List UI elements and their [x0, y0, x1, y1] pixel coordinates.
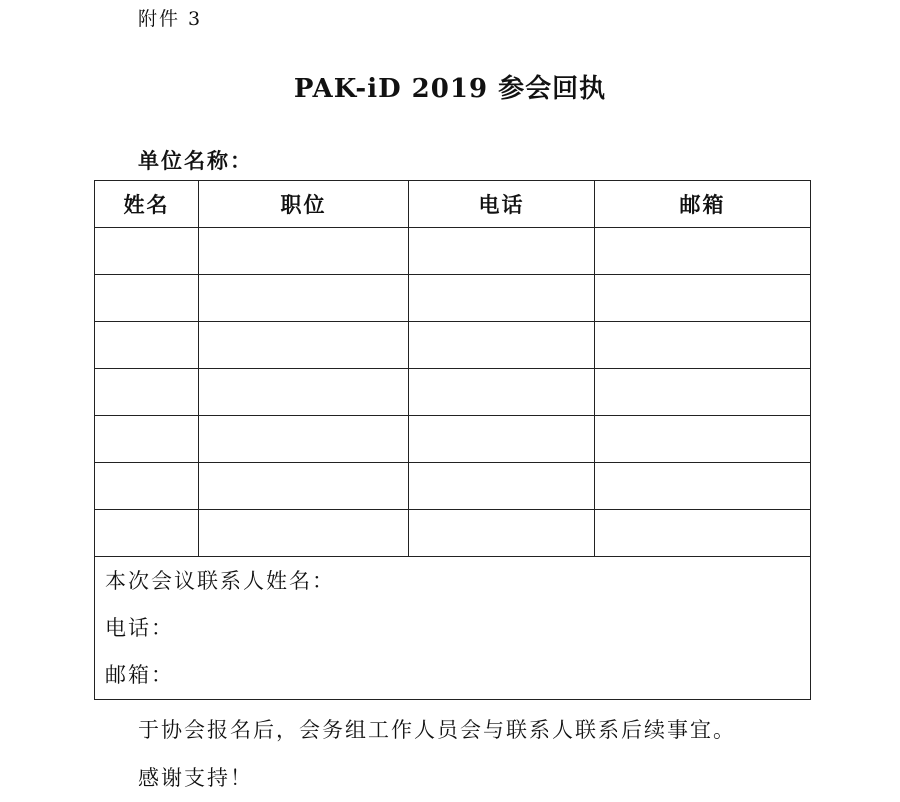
- table-row: [95, 463, 811, 510]
- table-cell-position[interactable]: [199, 463, 409, 510]
- table-cell-phone[interactable]: [409, 322, 595, 369]
- follow-up-note: 于协会报名后，会务组工作人员会与联系人联系后续事宜。: [138, 718, 736, 742]
- table-row: [95, 416, 811, 463]
- column-header-position: 职位: [199, 181, 409, 228]
- contact-phone-field[interactable]: 电话：: [105, 616, 174, 640]
- table-row: [95, 322, 811, 369]
- registration-table: [94, 180, 811, 700]
- table-cell-position[interactable]: [199, 416, 409, 463]
- contact-name-field[interactable]: 本次会议联系人姓名：: [105, 569, 335, 593]
- table-cell-name[interactable]: [95, 463, 199, 510]
- column-header-email: 邮箱: [595, 181, 811, 228]
- table-cell-phone[interactable]: [409, 275, 595, 322]
- table-cell-name[interactable]: [95, 275, 199, 322]
- table-cell-email[interactable]: [595, 369, 811, 416]
- table-cell-position[interactable]: [199, 275, 409, 322]
- table-cell-name[interactable]: [95, 416, 199, 463]
- table-cell-email[interactable]: [595, 322, 811, 369]
- table-cell-position[interactable]: [199, 322, 409, 369]
- table-cell-phone[interactable]: [409, 510, 595, 557]
- table-cell-phone[interactable]: [409, 369, 595, 416]
- contact-email-field[interactable]: 邮箱：: [105, 663, 174, 687]
- page-title: PAK-iD 2019 参会回执: [293, 74, 607, 104]
- table-cell-phone[interactable]: [409, 228, 595, 275]
- table-cell-position[interactable]: [199, 510, 409, 557]
- table-cell-position[interactable]: [199, 369, 409, 416]
- thanks-text: 感谢支持！: [138, 766, 253, 790]
- column-header-phone: 电话: [409, 181, 595, 228]
- table-header-row: [95, 181, 811, 228]
- column-header-name: 姓名: [95, 181, 199, 228]
- table-cell-phone[interactable]: [409, 416, 595, 463]
- table-row: [95, 275, 811, 322]
- table-cell-email[interactable]: [595, 275, 811, 322]
- table-row: [95, 228, 811, 275]
- table-row: [95, 510, 811, 557]
- contact-row: [95, 557, 811, 700]
- table-cell-phone[interactable]: [409, 463, 595, 510]
- table-body: [95, 228, 811, 557]
- table-cell-email[interactable]: [595, 228, 811, 275]
- table-cell-position[interactable]: [199, 228, 409, 275]
- table-cell-email[interactable]: [595, 510, 811, 557]
- table-cell-name[interactable]: [95, 510, 199, 557]
- table-cell-email[interactable]: [595, 416, 811, 463]
- unit-name-label: 单位名称：: [138, 148, 253, 173]
- table-cell-name[interactable]: [95, 369, 199, 416]
- attachment-label: 附件 3: [138, 8, 203, 30]
- table-cell-email[interactable]: [595, 463, 811, 510]
- table-row: [95, 369, 811, 416]
- contact-info-cell: [95, 557, 811, 700]
- table-cell-name[interactable]: [95, 322, 199, 369]
- table-cell-name[interactable]: [95, 228, 199, 275]
